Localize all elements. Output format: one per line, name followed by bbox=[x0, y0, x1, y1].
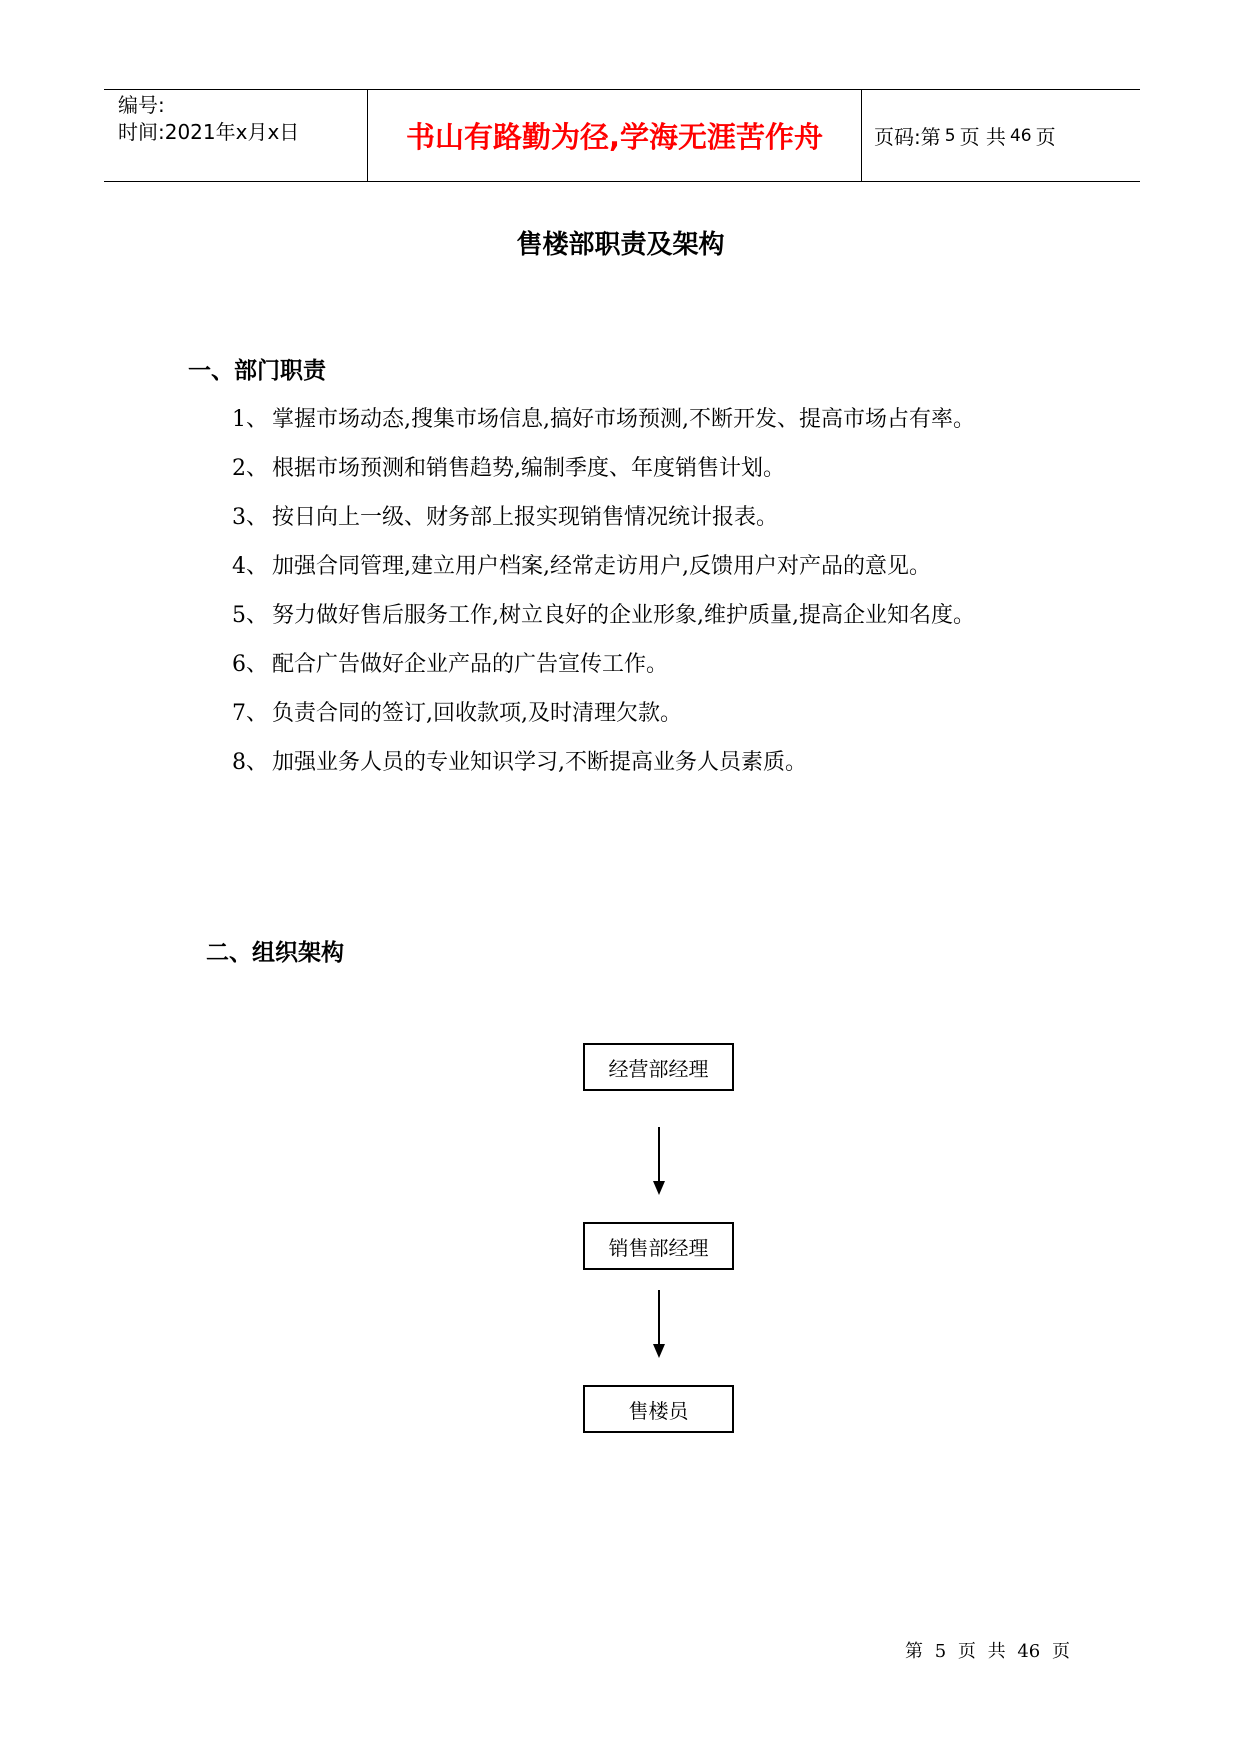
list-item-index: 6、 bbox=[232, 652, 268, 677]
list-item bbox=[232, 591, 1062, 640]
page-code-mid: 页 共 bbox=[959, 125, 1006, 149]
list-item bbox=[232, 493, 1062, 542]
list-item-text: 努力做好售后服务工作,树立良好的企业形象,维护质量,提高企业知名度。 bbox=[272, 603, 975, 628]
list-item-index: 5、 bbox=[232, 603, 268, 628]
number-label: 编号: bbox=[118, 93, 165, 117]
list-item bbox=[232, 542, 1062, 591]
section-heading-org: 二、组织架构 bbox=[206, 940, 344, 966]
arrow-down-icon bbox=[652, 1127, 666, 1195]
page-code-suffix: 页 bbox=[1035, 125, 1056, 149]
header-meta bbox=[104, 90, 368, 181]
header-page-code bbox=[862, 90, 1140, 181]
list-item-text: 负责合同的签订,回收款项,及时清理欠款。 bbox=[272, 701, 682, 726]
header-motto: 书山有路勤为径,学海无涯苦作舟 bbox=[368, 90, 862, 181]
page-total: 46 bbox=[1009, 125, 1032, 146]
page-footer: 第 5 页 共 46 页 bbox=[905, 1641, 1070, 1662]
list-item-index: 7、 bbox=[232, 701, 268, 726]
list-item-text: 按日向上一级、财务部上报实现销售情况统计报表。 bbox=[272, 505, 779, 530]
list-item-text: 加强业务人员的专业知识学习,不断提高业务人员素质。 bbox=[272, 750, 807, 775]
duty-list bbox=[232, 395, 1062, 787]
org-box-sales-staff: 售楼员 bbox=[583, 1385, 734, 1433]
page-header bbox=[104, 89, 1140, 182]
time-label: 时间:2021年x月x日 bbox=[118, 120, 300, 144]
section-heading-duties: 一、部门职责 bbox=[188, 358, 326, 384]
document-title: 售楼部职责及架构 bbox=[516, 230, 725, 260]
arrow-down-icon bbox=[652, 1290, 666, 1358]
page-code-prefix: 页码:第 bbox=[874, 125, 941, 149]
list-item bbox=[232, 395, 1062, 444]
page-current: 5 bbox=[944, 125, 956, 146]
list-item-index: 1、 bbox=[232, 407, 268, 432]
list-item-index: 3、 bbox=[232, 505, 268, 530]
list-item bbox=[232, 689, 1062, 738]
list-item-index: 4、 bbox=[232, 554, 268, 579]
org-box-operations-manager: 经营部经理 bbox=[583, 1043, 734, 1091]
list-item bbox=[232, 444, 1062, 493]
list-item-text: 配合广告做好企业产品的广告宣传工作。 bbox=[272, 652, 669, 677]
org-box-sales-manager: 销售部经理 bbox=[583, 1222, 734, 1270]
list-item-text: 掌握市场动态,搜集市场信息,搞好市场预测,不断开发、提高市场占有率。 bbox=[272, 407, 975, 432]
list-item-index: 8、 bbox=[232, 750, 268, 775]
list-item bbox=[232, 640, 1062, 689]
list-item bbox=[232, 738, 1062, 787]
list-item-text: 根据市场预测和销售趋势,编制季度、年度销售计划。 bbox=[272, 456, 785, 481]
list-item-index: 2、 bbox=[232, 456, 268, 481]
list-item-text: 加强合同管理,建立用户档案,经常走访用户,反馈用户对产品的意见。 bbox=[272, 554, 931, 579]
